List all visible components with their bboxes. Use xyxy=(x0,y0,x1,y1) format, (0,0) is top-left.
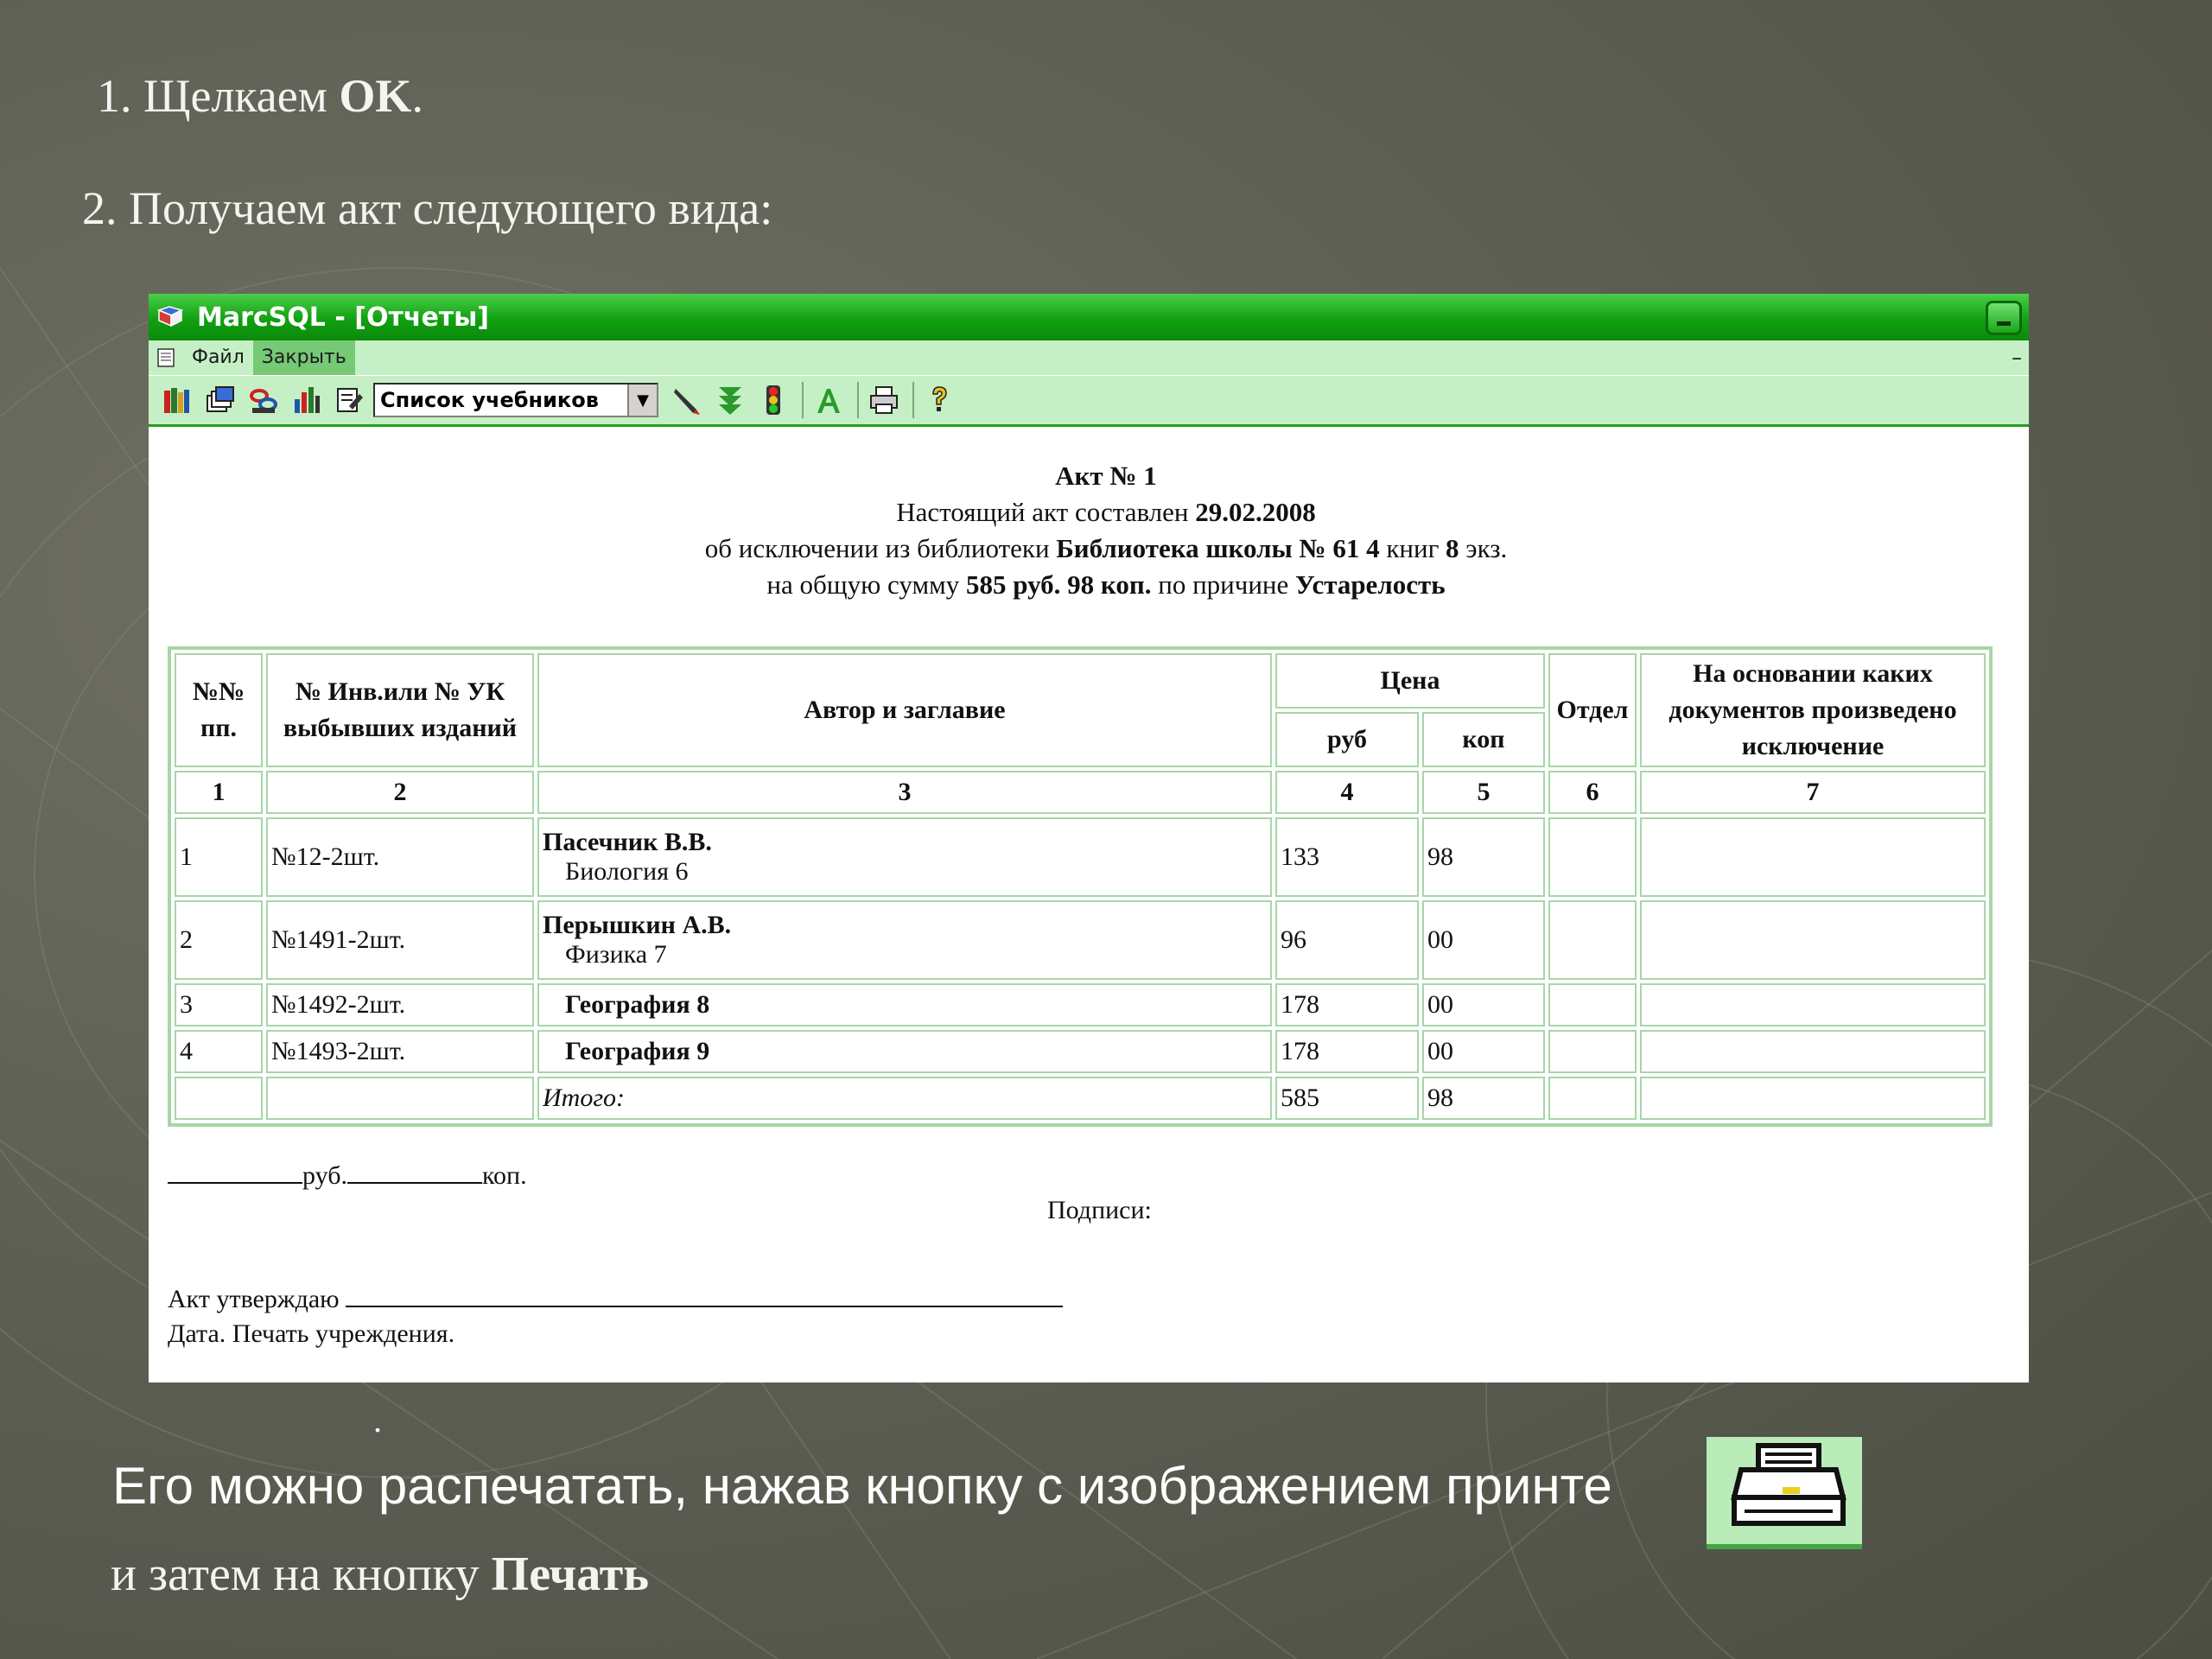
traffic-light-icon[interactable] xyxy=(753,380,793,420)
column-number: 7 xyxy=(1640,771,1986,814)
toolbar-separator xyxy=(857,382,859,418)
row-num: 2 xyxy=(175,900,263,980)
then-print-text: и затем на кнопку Печать xyxy=(111,1548,649,1601)
row-kop: 00 xyxy=(1422,983,1545,1027)
act-sum-line: на общую сумму 585 руб. 98 коп. по причине Устарелость xyxy=(766,569,1446,600)
total-kop: 98 xyxy=(1422,1077,1545,1120)
row-rub: 178 xyxy=(1275,983,1419,1027)
row-inv: №1493-2шт. xyxy=(266,1030,534,1073)
row-num: 1 xyxy=(175,817,263,897)
row-dept xyxy=(1548,983,1637,1027)
row-dept xyxy=(1548,817,1637,897)
print-word: Печать xyxy=(491,1548,649,1601)
print-hint-text: Его можно распечатать, нажав кнопку с изображением принте xyxy=(112,1457,1612,1515)
total-label: Итого: xyxy=(537,1077,1272,1120)
window-title: MarcSQL - [Отчеты] xyxy=(197,302,490,333)
printer-icon[interactable] xyxy=(864,380,904,420)
menu-close[interactable]: Закрыть xyxy=(253,340,355,375)
row-kop: 00 xyxy=(1422,1030,1545,1073)
header-rub: руб xyxy=(1275,712,1419,767)
total-empty xyxy=(1640,1077,1986,1120)
table-row xyxy=(175,983,1986,1027)
row-basis xyxy=(1640,900,1986,980)
row-num: 3 xyxy=(175,983,263,1027)
menu-bar xyxy=(149,340,2029,375)
row-author-title: География 8 xyxy=(537,983,1272,1027)
chain-icon[interactable] xyxy=(244,380,283,420)
act-title: Акт № 1 xyxy=(1055,461,1157,491)
bar-chart-icon[interactable] xyxy=(287,380,327,420)
column-number: 1 xyxy=(175,771,263,814)
help-icon[interactable] xyxy=(919,380,959,420)
row-inv: №1492-2шт. xyxy=(266,983,534,1027)
act-date-line: Настоящий акт составлен 29.02.2008 xyxy=(896,497,1316,527)
total-rub: 585 xyxy=(1275,1077,1419,1120)
report-view xyxy=(149,427,2029,1382)
column-number: 2 xyxy=(266,771,534,814)
column-number: 5 xyxy=(1422,771,1545,814)
header-dept: Отдел xyxy=(1548,653,1637,767)
menu-file[interactable]: Файл xyxy=(192,346,245,368)
table-row xyxy=(175,817,1986,897)
step1-text: 1. Щелкаем OK. xyxy=(97,70,423,122)
app-window xyxy=(149,294,2029,1382)
signatures-label: Подписи: xyxy=(1047,1196,1152,1224)
row-author-title: Перышкин А.В. Физика 7 xyxy=(537,900,1272,980)
pen-icon[interactable] xyxy=(667,380,707,420)
report-select-value: Список учебников xyxy=(380,388,599,412)
row-num: 4 xyxy=(175,1030,263,1073)
mdi-minimize-button[interactable]: – xyxy=(2012,346,2022,370)
toolbar-separator xyxy=(802,382,804,418)
edit-icon[interactable] xyxy=(330,380,370,420)
row-basis xyxy=(1640,1030,1986,1073)
total-empty xyxy=(175,1077,263,1120)
row-rub: 96 xyxy=(1275,900,1419,980)
column-numbers-row xyxy=(175,771,1986,814)
act-header xyxy=(149,458,2029,603)
total-empty xyxy=(266,1077,534,1120)
row-rub: 178 xyxy=(1275,1030,1419,1073)
app-book-icon xyxy=(157,305,183,329)
chevron-down-icon[interactable]: ▼ xyxy=(627,385,657,416)
down-arrows-icon[interactable] xyxy=(710,380,750,420)
date-seal-label: Дата. Печать учреждения. xyxy=(168,1319,455,1348)
folders-icon[interactable] xyxy=(200,380,240,420)
printer-icon xyxy=(1707,1437,1862,1544)
row-inv: №1491-2шт. xyxy=(266,900,534,980)
toolbar-separator xyxy=(912,382,914,418)
row-inv: №12-2шт. xyxy=(266,817,534,897)
row-rub: 133 xyxy=(1275,817,1419,897)
stray-dot: . xyxy=(373,1401,382,1440)
row-dept xyxy=(1548,1030,1637,1073)
minimize-button[interactable] xyxy=(1986,301,2022,335)
sum-written-line: руб. коп. xyxy=(168,1161,527,1191)
toolbar xyxy=(149,375,2029,427)
title-bar xyxy=(149,294,2029,340)
column-number: 4 xyxy=(1275,771,1419,814)
header-price: Цена xyxy=(1275,653,1545,709)
table-row xyxy=(175,900,1986,980)
row-kop: 98 xyxy=(1422,817,1545,897)
column-number: 6 xyxy=(1548,771,1637,814)
row-kop: 00 xyxy=(1422,900,1545,980)
font-icon[interactable] xyxy=(809,380,849,420)
step2-text: 2. Получаем акт следующего вида: xyxy=(82,182,773,234)
row-author-title: География 9 xyxy=(537,1030,1272,1073)
column-number: 3 xyxy=(537,771,1272,814)
row-basis xyxy=(1640,817,1986,897)
row-basis xyxy=(1640,983,1986,1027)
total-row xyxy=(175,1077,1986,1120)
header-basis: На основании каких документов произведено исключение xyxy=(1640,653,1986,767)
printer-button[interactable] xyxy=(1707,1437,1862,1549)
report-select[interactable] xyxy=(373,383,658,417)
document-icon xyxy=(156,347,176,368)
row-dept xyxy=(1548,900,1637,980)
header-num: №№ пп. xyxy=(175,653,263,767)
approve-line: Акт утверждаю xyxy=(168,1285,1063,1314)
books-icon[interactable] xyxy=(157,380,197,420)
act-library-line: об исключении из библиотеки Библиотека школы № 61 4 книг 8 экз. xyxy=(704,533,1508,563)
act-table xyxy=(168,646,1993,1127)
header-kop: коп xyxy=(1422,712,1545,767)
table-row xyxy=(175,1030,1986,1073)
row-author-title: Пасечник В.В. Биология 6 xyxy=(537,817,1272,897)
header-inv: № Инв.или № УК выбывших изданий xyxy=(266,653,534,767)
header-author-title: Автор и заглавие xyxy=(537,653,1272,767)
total-empty xyxy=(1548,1077,1637,1120)
